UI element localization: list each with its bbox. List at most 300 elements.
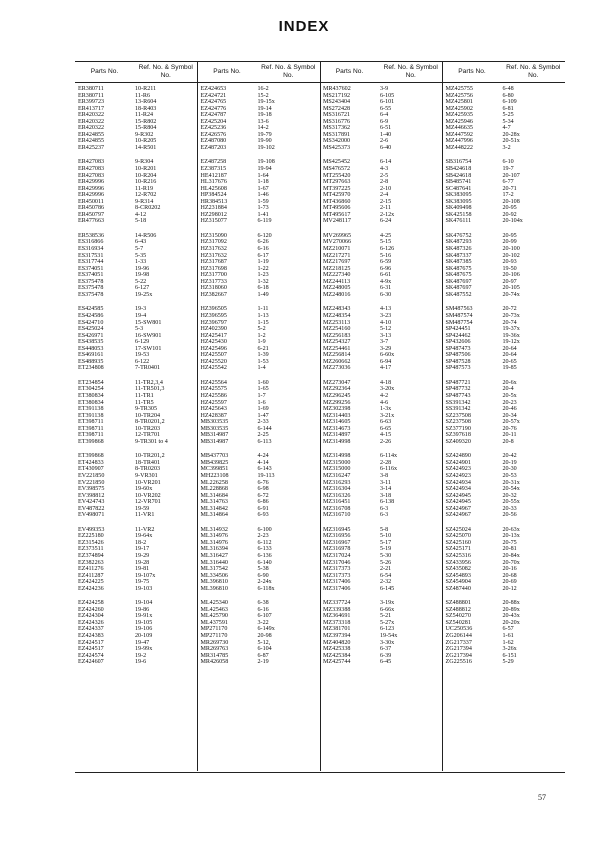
parts-no-cell: MT495606 (323, 205, 351, 212)
ref-symbol-no-cell: 5-7 (135, 246, 144, 253)
ref-symbol-no-cell (134, 151, 198, 159)
parts-no-cell: ML226258 (200, 479, 228, 486)
parts-no-cell: MR269730 (200, 639, 229, 646)
parts-no-cell: MZ425902 (445, 105, 473, 112)
ref-symbol-no-cell: 10-R211 (135, 86, 157, 92)
ref-symbol-no-cell: 20-51x (502, 138, 520, 145)
ref-symbol-no-cell: 6-16 (257, 246, 269, 253)
parts-no-cell: ER427083 (78, 172, 105, 179)
parts-no-cell: ER429996 (78, 179, 105, 186)
parts-no-cell: EZ424607 (78, 659, 104, 666)
parts-no-cell: MZ316293 (323, 479, 351, 486)
ref-symbol-no-cell: 20-64 (502, 345, 517, 352)
parts-no-cell: HZ231884 (200, 205, 227, 212)
ref-symbol-no-cell: 14-2 (257, 125, 269, 132)
ref-symbol-no-cell: 6-123 (380, 626, 395, 633)
ref-symbol-no-cell: 6-98 (257, 486, 269, 493)
parts-no-cell: ES425024 (78, 326, 104, 333)
parts-no-cell: ES424710 (78, 319, 104, 326)
parts-no-cell: MZ256814 (323, 352, 351, 359)
parts-no-cell: ER399723 (78, 99, 105, 106)
parts-no-cell: ES375478 (78, 278, 104, 285)
parts-no-cell: MZ316451 (323, 499, 351, 506)
ref-symbol-no-cell: 20-54x (502, 486, 520, 493)
parts-no-cell: EZ373511 (78, 546, 104, 553)
ref-symbol-no-cell: 3-13 (380, 332, 392, 339)
ref-symbol-no-cell: 20-88x (502, 600, 520, 607)
parts-no-cell: HZ317733 (200, 278, 227, 285)
ref-symbol-no-cell: 20-69 (502, 579, 517, 586)
parts-no-cell: SS391342 (445, 406, 471, 413)
parts-no-cell: HE412187 (200, 172, 227, 179)
parts-no-cell: MZ299256 (323, 399, 351, 406)
ref-symbol-no-cell: 5-18 (135, 218, 147, 225)
ref-symbol-no-cell: 20-71 (502, 185, 517, 192)
ref-symbol-no-cell: 6-101 (380, 99, 395, 106)
ref-symbol-no-cell: 19-4 (135, 312, 147, 319)
parts-no-cell: MV248117 (323, 218, 351, 225)
ref-symbol-no-cell: 15-R804 (135, 125, 157, 132)
parts-no-cell: EZ424383 (78, 633, 104, 640)
ref-symbol-no-cell: 20-30 (502, 466, 517, 473)
ref-symbol-no-cell: 5-12 (380, 326, 392, 333)
parts-no-cell: ES317744 (78, 259, 104, 266)
parts-no-cell: EZ424517 (78, 639, 104, 646)
parts-no-cell: EZ487080 (200, 138, 227, 145)
ref-symbol-no-cell: 11-R6 (135, 92, 151, 99)
parts-no-cell: SK487385 (445, 259, 472, 266)
parts-no-cell (320, 445, 379, 453)
parts-no-cell: SK383095 (445, 192, 472, 199)
ref-symbol-no-cell: 1-60 (257, 379, 269, 386)
parts-no-cell: MZ339388 (323, 606, 351, 613)
parts-no-cell: MS317362 (323, 125, 351, 132)
parts-no-cell: MZ316708 (323, 505, 351, 512)
parts-no-cell: MZ425755 (445, 86, 473, 92)
parts-no-cell: HR384513 (200, 198, 228, 205)
ref-symbol-no-cell: 19-86 (135, 606, 150, 613)
ref-symbol-no-cell: 5-8 (380, 526, 389, 533)
ref-symbol-no-cell: 6-91 (257, 505, 269, 512)
ref-symbol-no-cell: 1-3x (380, 406, 392, 413)
ref-symbol-no-cell: 20-5x (502, 392, 517, 399)
ref-symbol-no-cell: 5-21 (380, 613, 392, 620)
ref-symbol-no-cell: 6-16 (257, 606, 269, 613)
ref-symbol-no-cell: 19-29 (135, 553, 150, 559)
ref-symbol-no-cell: 19-105 (135, 619, 153, 626)
ref-symbol-no-cell: 6-122 (135, 358, 150, 365)
parts-no-cell: HZ396797 (200, 319, 227, 326)
ref-symbol-no-cell: 9-TR305 (135, 406, 158, 413)
ref-symbol-no-cell: 10-VR202 (135, 492, 161, 499)
header-ref-symbol-no: Ref. No. & Symbol No. (502, 62, 566, 83)
ref-symbol-no-cell: 6-26 (257, 239, 269, 246)
ref-symbol-no-cell: 5-12, (257, 639, 271, 646)
ref-symbol-no-cell: 20-98 (257, 633, 272, 640)
ref-symbol-no-cell: 6-140 (257, 559, 272, 566)
parts-no-cell: ET380834 (78, 399, 104, 406)
ref-symbol-no-cell: 3-7 (380, 339, 389, 346)
ref-symbol-no-cell: 6-151 (502, 652, 517, 659)
parts-no-cell: MZ314998 (323, 453, 351, 460)
parts-no-cell: SZ433956 (445, 559, 471, 566)
ref-symbol-no-cell: 6-10 (502, 159, 514, 166)
ref-symbol-no-cell: 5-27x (380, 619, 395, 626)
ref-symbol-no-cell: 2-4 (380, 192, 389, 199)
ref-symbol-no-cell: 19-90 (257, 138, 272, 145)
parts-no-cell: EZ424260 (78, 606, 104, 613)
ref-symbol-no-cell: 6-80 (502, 92, 514, 99)
ref-symbol-no-cell: 5-25 (502, 112, 514, 119)
ref-symbol-no-cell: 4-25 (380, 232, 392, 239)
parts-no-cell: ES424586 (78, 312, 104, 319)
ref-symbol-no-cell: 15-R802 (135, 118, 157, 125)
ref-symbol-no-cell (502, 225, 566, 233)
ref-symbol-no-cell: 19-60x (135, 486, 153, 493)
parts-no-cell: SZ488812 (445, 606, 471, 613)
ref-symbol-no-cell: 1-62 (502, 639, 514, 646)
ref-symbol-no-cell: 1-39 (257, 352, 269, 359)
parts-no-cell: EZ424721 (200, 92, 227, 99)
parts-no-cell: ML314932 (200, 526, 228, 533)
ref-symbol-no-cell: 20-95 (502, 205, 517, 212)
ref-symbol-no-cell: 13-R604 (135, 99, 157, 106)
ref-symbol-no-cell: 1-15 (257, 319, 269, 326)
parts-no-cell: SP487721 (445, 379, 471, 386)
ref-symbol-no-cell: 11-TR5 (135, 399, 154, 406)
parts-no-cell: HL317676 (200, 179, 227, 186)
ref-symbol-no-cell (379, 592, 443, 600)
parts-no-cell: SP432606 (445, 339, 471, 346)
parts-no-cell: EZ426576 (200, 131, 227, 138)
ref-symbol-no-cell: 18-TR401 (135, 459, 161, 466)
parts-no-cell: MS476572 (323, 166, 351, 173)
ref-symbol-no-cell: 19-113 (257, 472, 275, 479)
ref-symbol-no-cell: 1-4 (257, 365, 266, 372)
ref-symbol-no-cell (502, 445, 566, 453)
parts-no-cell: ZG217394 (445, 646, 472, 653)
ref-symbol-no-cell: 1-69 (257, 406, 269, 413)
parts-no-cell (75, 298, 134, 306)
parts-no-cell: MZ273047 (323, 379, 351, 386)
parts-no-cell: ER424855 (78, 131, 105, 138)
column-divider (320, 61, 321, 771)
ref-symbol-no-cell: 6-133 (257, 546, 272, 553)
ref-symbol-no-cell: 6-9 (380, 118, 389, 125)
ref-symbol-no-cell (379, 151, 443, 159)
parts-no-cell: SK487697 (445, 285, 472, 292)
ref-symbol-no-cell: 19-79 (257, 131, 272, 138)
ref-symbol-no-cell: 6-76 (257, 479, 269, 486)
ref-symbol-no-cell: 6-57 (502, 626, 514, 633)
parts-no-cell: HZ428387 (200, 412, 227, 419)
ref-symbol-no-cell: 20-13x (502, 533, 520, 540)
ref-symbol-no-cell: 9-R304 (135, 159, 154, 166)
ref-symbol-no-cell: 6-48 (502, 86, 514, 92)
ref-symbol-no-cell: 3-20x (380, 386, 395, 393)
parts-no-cell (75, 225, 134, 233)
parts-no-cell: ML314763 (200, 499, 228, 506)
parts-no-cell: MZ227340 (323, 272, 351, 279)
ref-symbol-no-cell (379, 445, 443, 453)
ref-symbol-no-cell: 2-25 (257, 432, 269, 439)
ref-symbol-no-cell: 20-95 (502, 232, 517, 239)
parts-no-cell (320, 298, 379, 306)
parts-no-cell: SB316754 (445, 159, 472, 166)
parts-no-cell: EZ411287 (78, 572, 104, 579)
ref-symbol-no-cell: 6-3 (380, 512, 389, 519)
parts-no-cell: EZ225180 (78, 533, 104, 540)
ref-symbol-no-cell: 19-53 (135, 352, 150, 359)
ref-symbol-no-cell: 4-13 (380, 306, 392, 313)
parts-no-cell: MR269763 (200, 646, 229, 653)
parts-no-cell: MV270066 (323, 239, 352, 246)
parts-no-cell: ET391138 (78, 412, 104, 419)
parts-no-cell: MZ316945 (323, 526, 351, 533)
parts-no-cell: MZ425384 (323, 652, 351, 659)
parts-no-cell (75, 151, 134, 159)
header-ref-symbol-no: Ref. No. & Symbol No. (134, 62, 198, 83)
ref-symbol-no-cell: 1-22 (257, 265, 269, 272)
ref-symbol-no-cell (257, 372, 321, 380)
parts-no-cell: SZ377190 (445, 425, 471, 432)
parts-no-cell (198, 225, 257, 233)
parts-no-cell (443, 225, 502, 233)
ref-symbol-no-cell: 14-R501 (135, 144, 157, 151)
parts-no-cell: ES374051 (78, 272, 104, 279)
ref-symbol-no-cell: 1-33 (135, 259, 147, 266)
parts-no-cell: ET399868 (78, 453, 104, 460)
ref-symbol-no-cell: 3-30x (380, 639, 395, 646)
ref-symbol-no-cell: 6-145 (380, 585, 395, 592)
ref-symbol-no-cell: 6-14 (380, 159, 392, 166)
ref-symbol-no-cell: 1-61 (502, 633, 514, 640)
parts-no-cell: MZ425338 (323, 646, 351, 653)
parts-no-cell: SZ425024 (445, 526, 471, 533)
ref-symbol-no-cell: 19-18 (257, 112, 272, 119)
ref-symbol-no-cell: 20-33 (502, 505, 517, 512)
parts-no-cell: HZ317698 (200, 265, 227, 272)
parts-no-cell: ES426971 (78, 332, 104, 339)
column-divider (197, 61, 198, 771)
parts-no-cell: EZ424776 (200, 105, 227, 112)
parts-no-cell: HZ425520 (200, 358, 227, 365)
parts-no-cell: MZ316967 (323, 539, 351, 546)
ref-symbol-no-cell: 6-86 (257, 499, 269, 506)
ref-symbol-no-cell: 20-93 (502, 259, 517, 266)
parts-no-cell: MS316776 (323, 118, 351, 125)
ref-symbol-no-cell (257, 519, 321, 527)
ref-symbol-no-cell: 20-42 (502, 453, 517, 460)
parts-no-cell: MZ316247 (323, 472, 351, 479)
ref-symbol-no-cell (257, 225, 321, 233)
ref-symbol-no-cell: 11-TR501,3 (135, 386, 165, 393)
ref-symbol-no-cell: 4-7 (502, 125, 511, 132)
ref-symbol-no-cell: 19-75 (135, 579, 150, 586)
ref-symbol-no-cell: 9-R302 (135, 131, 154, 138)
parts-no-cell: SS391342 (445, 399, 471, 406)
ref-symbol-no-cell: 5-15 (380, 239, 392, 246)
parts-no-cell: SK487697 (445, 278, 472, 285)
parts-no-cell (320, 225, 379, 233)
ref-symbol-no-cell: 5-19 (380, 546, 392, 553)
ref-symbol-no-cell: 20-89x (502, 606, 520, 613)
parts-no-cell: SZ425070 (445, 533, 471, 540)
parts-no-cell: MZ337724 (323, 600, 351, 607)
parts-no-cell: SP487743 (445, 392, 471, 399)
parts-no-cell: MB303535 (200, 419, 229, 426)
ref-symbol-no-cell: 20-81 (502, 546, 517, 553)
ref-symbol-no-cell: 6-30 (380, 291, 392, 298)
ref-symbol-no-cell: 6-116x (380, 466, 398, 473)
ref-symbol-no-cell: 4-14 (257, 459, 269, 466)
parts-no-cell (198, 519, 257, 527)
parts-no-cell: MZ217697 (323, 259, 351, 266)
header-parts-no: Parts No. (198, 62, 257, 83)
ref-symbol-no-cell: 1-65 (257, 386, 269, 393)
ref-symbol-no-cell: 20-97 (502, 278, 517, 285)
ref-symbol-no-cell: 6-104 (257, 646, 272, 653)
ref-symbol-no-cell: 6-77 (502, 179, 514, 186)
ref-symbol-no-cell: 10-R201 (135, 166, 157, 173)
parts-no-cell: SZ425171 (445, 546, 471, 553)
parts-no-cell: HZ425507 (200, 352, 227, 359)
ref-symbol-no-cell: 6-127 (135, 285, 150, 292)
ref-symbol-no-cell: 1-40 (380, 131, 392, 138)
parts-no-cell: MZ254461 (323, 345, 351, 352)
ref-symbol-no-cell: 11-R24 (135, 112, 154, 119)
parts-no-cell: ER420322 (78, 118, 105, 125)
ref-symbol-no-cell: 20-99 (502, 239, 517, 246)
parts-no-cell: EZ424337 (78, 626, 104, 633)
ref-symbol-no-cell: 20-92 (502, 211, 517, 218)
ref-symbol-no-cell: 1-67 (257, 185, 269, 192)
parts-no-cell: HZ382667 (200, 291, 227, 298)
ref-symbol-no-cell: 6-126 (380, 246, 395, 253)
ref-symbol-no-cell (379, 372, 443, 380)
parts-no-cell: ML314976 (200, 533, 228, 540)
parts-no-cell: ML317542 (200, 566, 228, 573)
parts-no-cell: SK487337 (445, 252, 472, 259)
ref-symbol-no-cell: 4-9x (380, 278, 392, 285)
parts-no-cell: HZ425430 (200, 339, 227, 346)
parts-no-cell: EV221850 (78, 472, 105, 479)
parts-no-cell (443, 372, 502, 380)
ref-symbol-no-cell: 2-28 (380, 459, 392, 466)
parts-no-cell: EZ487258 (200, 159, 227, 166)
parts-no-cell: MZ425744 (323, 659, 351, 666)
parts-no-cell: ET380834 (78, 392, 104, 399)
ref-symbol-no-cell: 6-93 (257, 512, 269, 519)
ref-symbol-no-cell: 20-20x (502, 619, 520, 626)
parts-no-cell: EZ382263 (78, 559, 104, 566)
ref-symbol-no-cell: 20-74x (502, 291, 520, 298)
ref-symbol-no-cell: 1-53 (257, 358, 269, 365)
parts-no-cell: ET304254 (78, 386, 104, 393)
parts-no-cell: SM487754 (445, 319, 473, 326)
parts-no-cell: MZ292364 (323, 386, 351, 393)
parts-no-cell: ER429996 (78, 185, 105, 192)
parts-no-cell: MZ425946 (445, 118, 473, 125)
ref-symbol-no-cell: 17-2 (502, 192, 514, 199)
ref-symbol-no-cell: 19-107x (135, 572, 156, 579)
parts-no-cell: MZ317373 (323, 572, 351, 579)
parts-no-cell: MZ244113 (323, 278, 351, 285)
parts-no-cell: ES448053 (78, 345, 104, 352)
ref-symbol-no-cell: 6-114x (380, 453, 398, 460)
ref-symbol-no-cell: 1-59 (257, 198, 269, 205)
parts-no-cell: MZ316956 (323, 533, 351, 540)
bottom-rule (75, 772, 565, 773)
ref-symbol-no-cell: 5-2 (257, 326, 266, 333)
parts-no-cell: MZ248354 (323, 312, 351, 319)
parts-no-cell: HZ315090 (200, 232, 227, 239)
parts-no-cell: SK487293 (445, 239, 472, 246)
parts-no-cell: MZ317406 (323, 585, 351, 592)
parts-no-cell: EZ374894 (78, 553, 104, 559)
ref-symbol-no-cell: 4-24 (257, 453, 269, 460)
parts-no-cell: MT255420 (323, 172, 351, 179)
parts-no-cell: SP424451 (445, 326, 471, 333)
parts-no-cell: SZ487440 (445, 585, 471, 592)
ref-symbol-no-cell: 19-104 (135, 600, 153, 607)
ref-symbol-no-cell (134, 592, 198, 600)
ref-symbol-no-cell: 20-84x (502, 553, 520, 559)
parts-no-cell: EZ315426 (78, 539, 104, 546)
parts-no-cell: MB437703 (200, 453, 229, 460)
ref-symbol-no-cell (502, 151, 566, 159)
parts-no-cell: MB303535 (200, 425, 229, 432)
parts-no-cell (75, 592, 134, 600)
ref-symbol-no-cell: 5-17 (380, 539, 392, 546)
ref-symbol-no-cell: 6-129 (135, 339, 150, 346)
ref-symbol-no-cell: 19-50 (502, 265, 517, 272)
parts-no-cell: ET234808 (78, 365, 104, 372)
ref-symbol-no-cell: 4-10 (380, 319, 392, 326)
parts-no-cell: HZ425575 (200, 386, 227, 393)
parts-no-cell: ER450011 (78, 198, 104, 205)
parts-no-cell: SZ424945 (445, 492, 471, 499)
parts-no-cell: EZ424574 (78, 652, 104, 659)
parts-no-cell: MT495617 (323, 211, 351, 218)
ref-symbol-no-cell (379, 225, 443, 233)
ref-symbol-no-cell: 19-81 (135, 566, 150, 573)
ref-symbol-no-cell: 6-61 (380, 272, 392, 279)
ref-symbol-no-cell: 6-21 (257, 345, 269, 352)
ref-symbol-no-cell: 20-16 (502, 566, 517, 573)
parts-no-cell: SB485741 (445, 179, 472, 186)
ref-symbol-no-cell: 20-104x (502, 218, 523, 225)
ref-symbol-no-cell: 3-9 (380, 86, 389, 92)
parts-no-cell (198, 445, 257, 453)
parts-no-cell: ER429996 (78, 192, 105, 199)
page-number: 57 (538, 793, 546, 802)
parts-no-cell: EV499353 (78, 526, 105, 533)
parts-no-cell: EZ424225 (78, 579, 104, 586)
ref-symbol-no-cell: 20-70x (502, 559, 520, 566)
ref-symbol-no-cell: 6-109 (502, 99, 517, 106)
parts-no-cell: SK476111 (445, 218, 472, 225)
parts-no-cell: ER425237 (78, 144, 105, 151)
parts-no-cell: HZ402390 (200, 326, 227, 333)
parts-no-cell: SM487563 (445, 306, 473, 313)
ref-symbol-no-cell: 1-11 (257, 306, 269, 313)
ref-symbol-no-cell (134, 372, 198, 380)
ref-symbol-no-cell: 3-18 (380, 492, 392, 499)
parts-no-cell: ZG217394 (445, 652, 472, 659)
ref-symbol-no-cell: 3-23 (380, 312, 392, 319)
parts-no-cell: EV398575 (78, 486, 105, 493)
